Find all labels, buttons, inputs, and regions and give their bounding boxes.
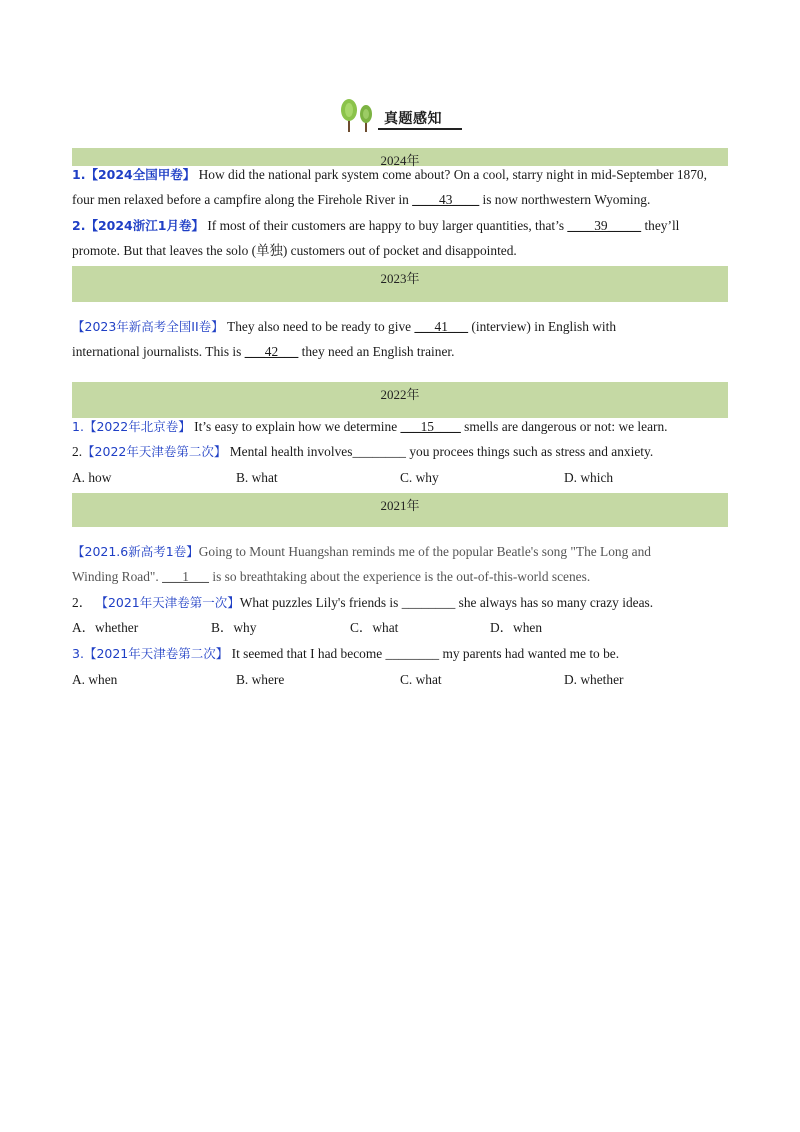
option-c: C．what [350, 620, 399, 635]
source-tag: 【2021.6新高考1卷】 [72, 544, 199, 559]
year-bar-2022 [72, 382, 728, 418]
year-label: 2023年 [380, 271, 420, 286]
question-2023-line1 [72, 318, 732, 336]
question-text: promote. But that leaves the solo (单独) customers out of pocket and disappointed. [72, 243, 517, 258]
title-underline [378, 128, 462, 130]
answer-blank: ____43____ [412, 192, 480, 207]
answer-blank: ___42___ [244, 344, 299, 359]
question-text: four men relaxed before a campfire along the Firehole River in [72, 192, 409, 207]
option-b: B. what [236, 470, 278, 485]
question-text: is so breathtaking about the experience is the out-of-this-world scenes. [212, 569, 591, 584]
question-2021-0-line1 [72, 543, 732, 561]
year-bar-2024 [72, 148, 728, 166]
question-2023-line2 [72, 343, 732, 361]
options-2021-2 [72, 619, 732, 637]
year-label: 2024年 [380, 153, 420, 168]
question-2022-2 [72, 443, 732, 461]
question-text: How did the national park system come about? On a cool, starry night in mid-September 1870, [198, 167, 707, 182]
question-text: Mental health involves________ you procees things such as stress and anxiety. [229, 444, 654, 459]
year-label: 2022年 [380, 387, 420, 402]
option-a: A．whether [72, 620, 139, 635]
answer-blank: ____39_____ [567, 218, 642, 233]
question-text: international journalists. This is [72, 344, 242, 359]
source-tag: 【2024全国甲卷】 [85, 167, 196, 182]
question-2024-1-line1 [72, 166, 732, 184]
question-text: If most of their customers are happy to buy larger quantities, that’s [207, 218, 565, 233]
answer-blank: ___41___ [414, 319, 469, 334]
option-d: D．when [490, 620, 543, 635]
options-2022-2 [72, 469, 732, 487]
question-2024-2-line2 [72, 242, 732, 260]
question-text: It’s easy to explain how we determine [194, 419, 398, 434]
question-2021-2 [72, 594, 732, 612]
question-2022-1 [72, 418, 732, 436]
options-2021-3 [72, 671, 732, 689]
source-tag: 【2021年天津卷第二次】 [83, 646, 229, 661]
source-tag: 【2022年天津卷第二次】 [82, 444, 227, 459]
source-tag: 【2021年天津卷第一次】 [95, 595, 240, 610]
option-a: A. how [72, 470, 112, 485]
question-text: Going to Mount Huangshan reminds me of the popular Beatle's song "The Long and [198, 544, 651, 559]
section-header-badge [338, 98, 462, 134]
question-text: they’ll [644, 218, 680, 233]
question-text: It seemed that I had become ________ my parents had wanted me to be. [231, 646, 620, 661]
option-b: B．why [211, 620, 257, 635]
answer-blank: ___15____ [400, 419, 461, 434]
option-d: D. which [564, 470, 614, 485]
question-text: smells are dangerous or not: we learn. [464, 419, 668, 434]
option-a: A. when [72, 672, 118, 687]
question-text: Winding Road". [72, 569, 159, 584]
question-number: 1. [72, 419, 84, 434]
option-b: B. where [236, 672, 285, 687]
question-text: they need an English trainer. [301, 344, 455, 359]
option-c: C. why [400, 470, 439, 485]
year-bar-2023 [72, 266, 728, 302]
tree-icon [338, 98, 378, 134]
question-text: is now northwestern Wyoming. [482, 192, 651, 207]
question-text: They also need to be ready to give [227, 319, 412, 334]
question-2024-2-line1 [72, 217, 732, 235]
question-text: (interview) in English with [471, 319, 617, 334]
option-c: C. what [400, 672, 442, 687]
question-2024-1-line2 [72, 191, 732, 209]
question-number: 3. [72, 646, 84, 661]
question-2021-0-line2 [72, 568, 732, 586]
year-bar-2021 [72, 493, 728, 527]
source-tag: 【2023年新高考全国II卷】 [72, 319, 224, 334]
year-label: 2021年 [380, 498, 420, 513]
question-number: 2． [72, 595, 93, 610]
answer-blank: ___1___ [162, 569, 209, 584]
section-title: 真题感知 [384, 111, 442, 127]
question-number: 2. [72, 444, 83, 459]
question-number: 1. [72, 167, 86, 182]
source-tag: 【2022年北京卷】 [83, 419, 191, 434]
question-text: What puzzles Lily's friends is ________ she always has so many crazy ideas. [239, 595, 654, 610]
question-number: 2. [72, 218, 86, 233]
question-2021-3 [72, 645, 732, 663]
option-d: D. whether [564, 672, 624, 687]
source-tag: 【2024浙江1月卷】 [85, 218, 204, 233]
